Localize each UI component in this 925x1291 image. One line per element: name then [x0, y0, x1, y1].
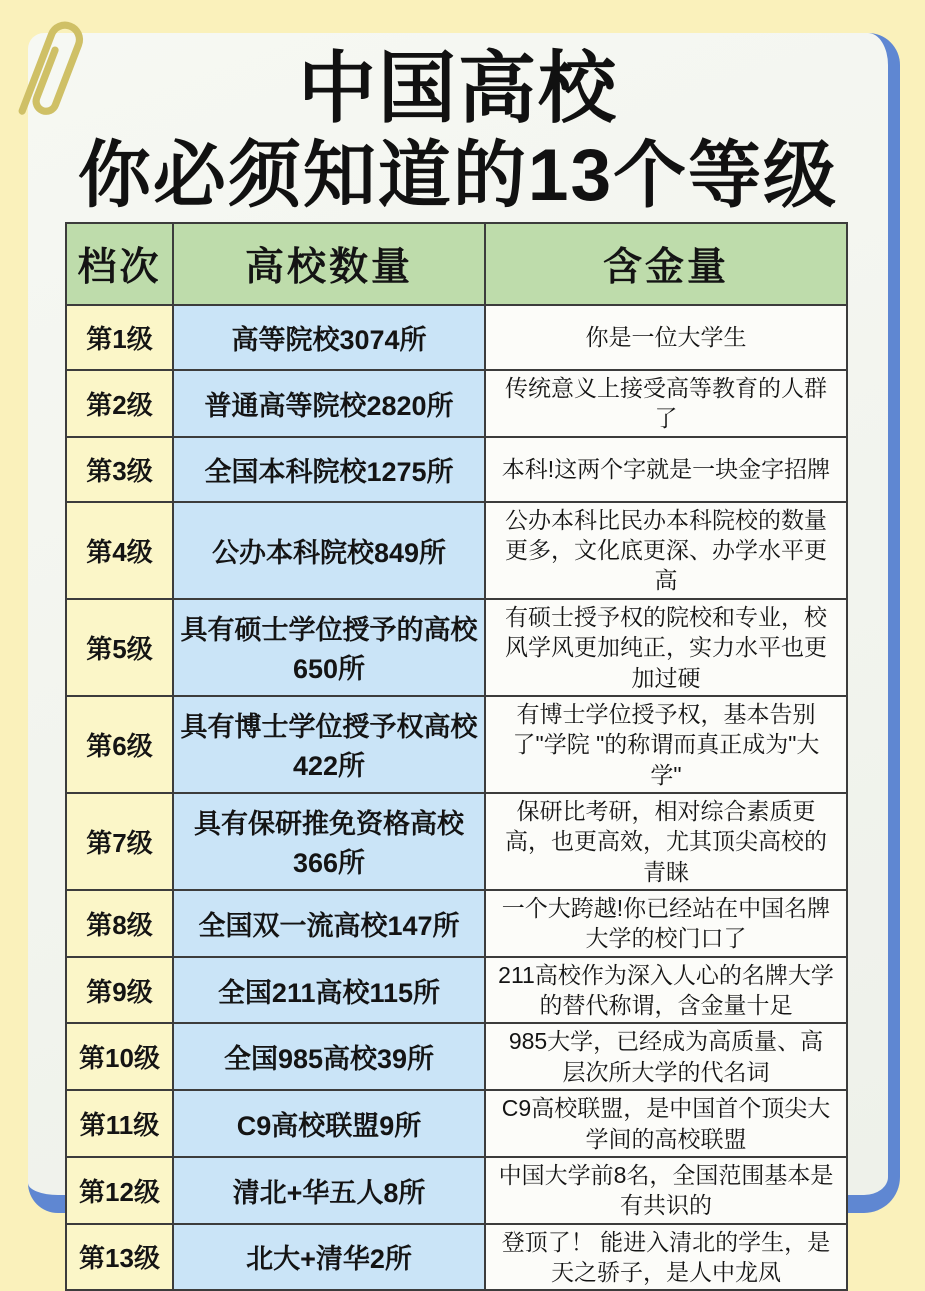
value-cell: C9高校联盟，是中国首个顶尖大学间的高校联盟 — [485, 1090, 847, 1157]
tier-cell: 第1级 — [66, 305, 173, 370]
table-row — [66, 599, 847, 696]
tier-cell: 第8级 — [66, 890, 173, 957]
table-row — [66, 696, 847, 793]
count-cell: 具有硕士学位授予的高校650所 — [173, 599, 485, 696]
col-header-value: 含金量 — [485, 223, 847, 305]
ranking-table — [65, 222, 848, 1291]
count-cell: 公办本科院校849所 — [173, 502, 485, 599]
count-cell: C9高校联盟9所 — [173, 1090, 485, 1157]
tier-cell: 第4级 — [66, 502, 173, 599]
table-row — [66, 890, 847, 957]
count-cell: 具有保研推免资格高校366所 — [173, 793, 485, 890]
table-row — [66, 1157, 847, 1224]
tier-cell: 第9级 — [66, 957, 173, 1024]
value-cell: 985大学，已经成为高质量、高层次所大学的代名词 — [485, 1023, 847, 1090]
value-cell: 公办本科比民办本科院校的数量更多，文化底更深、办学水平更高 — [485, 502, 847, 599]
col-header-tier: 档次 — [66, 223, 173, 305]
count-cell: 普通高等院校2820所 — [173, 370, 485, 437]
count-cell: 全国985高校39所 — [173, 1023, 485, 1090]
value-cell: 传统意义上接受高等教育的人群了 — [485, 370, 847, 437]
tier-cell: 第2级 — [66, 370, 173, 437]
value-cell: 登顶了！ 能进入清北的学生，是天之骄子，是人中龙凤 — [485, 1224, 847, 1291]
tier-cell: 第12级 — [66, 1157, 173, 1224]
count-cell: 全国双一流高校147所 — [173, 890, 485, 957]
count-cell: 清北+华五人8所 — [173, 1157, 485, 1224]
value-cell: 211高校作为深入人心的名牌大学的替代称谓，含金量十足 — [485, 957, 847, 1024]
count-cell: 全国本科院校1275所 — [173, 437, 485, 502]
tier-cell: 第7级 — [66, 793, 173, 890]
tier-cell: 第5级 — [66, 599, 173, 696]
value-cell: 有硕士授予权的院校和专业，校风学风更加纯正，实力水平也更加过硬 — [485, 599, 847, 696]
title-line-1: 中国高校 — [297, 44, 618, 132]
table-row — [66, 437, 847, 502]
col-header-count: 高校数量 — [173, 223, 485, 305]
table-row — [66, 793, 847, 890]
tier-cell: 第11级 — [66, 1090, 173, 1157]
value-cell: 一个大跨越!你已经站在中国名牌大学的校门口了 — [485, 890, 847, 957]
tier-cell: 第10级 — [66, 1023, 173, 1090]
table-header-row — [66, 223, 847, 305]
count-cell: 全国211高校115所 — [173, 957, 485, 1024]
value-cell: 本科!这两个字就是一块金字招牌 — [485, 437, 847, 502]
tier-cell: 第6级 — [66, 696, 173, 793]
table-row — [66, 305, 847, 370]
tier-cell: 第13级 — [66, 1224, 173, 1291]
value-cell: 有博士学位授予权，基本告别了"学院 "的称谓而真正成为"大学" — [485, 696, 847, 793]
value-cell: 中国大学前8名，全国范围基本是有共识的 — [485, 1157, 847, 1224]
table-row — [66, 1224, 847, 1291]
tier-cell: 第3级 — [66, 437, 173, 502]
count-cell: 北大+清华2所 — [173, 1224, 485, 1291]
table-row — [66, 370, 847, 437]
count-cell: 具有博士学位授予权高校422所 — [173, 696, 485, 793]
value-cell: 保研比考研，相对综合素质更高，也更高效，尤其顶尖高校的青睐 — [485, 793, 847, 890]
table-row — [66, 502, 847, 599]
title-line-2: 你必须知道的13个等级 — [77, 135, 839, 216]
table-row — [66, 1090, 847, 1157]
ranking-table-container — [65, 222, 846, 1291]
page-title — [28, 40, 888, 216]
table-row — [66, 1023, 847, 1090]
table-row — [66, 957, 847, 1024]
count-cell: 高等院校3074所 — [173, 305, 485, 370]
value-cell: 你是一位大学生 — [485, 305, 847, 370]
